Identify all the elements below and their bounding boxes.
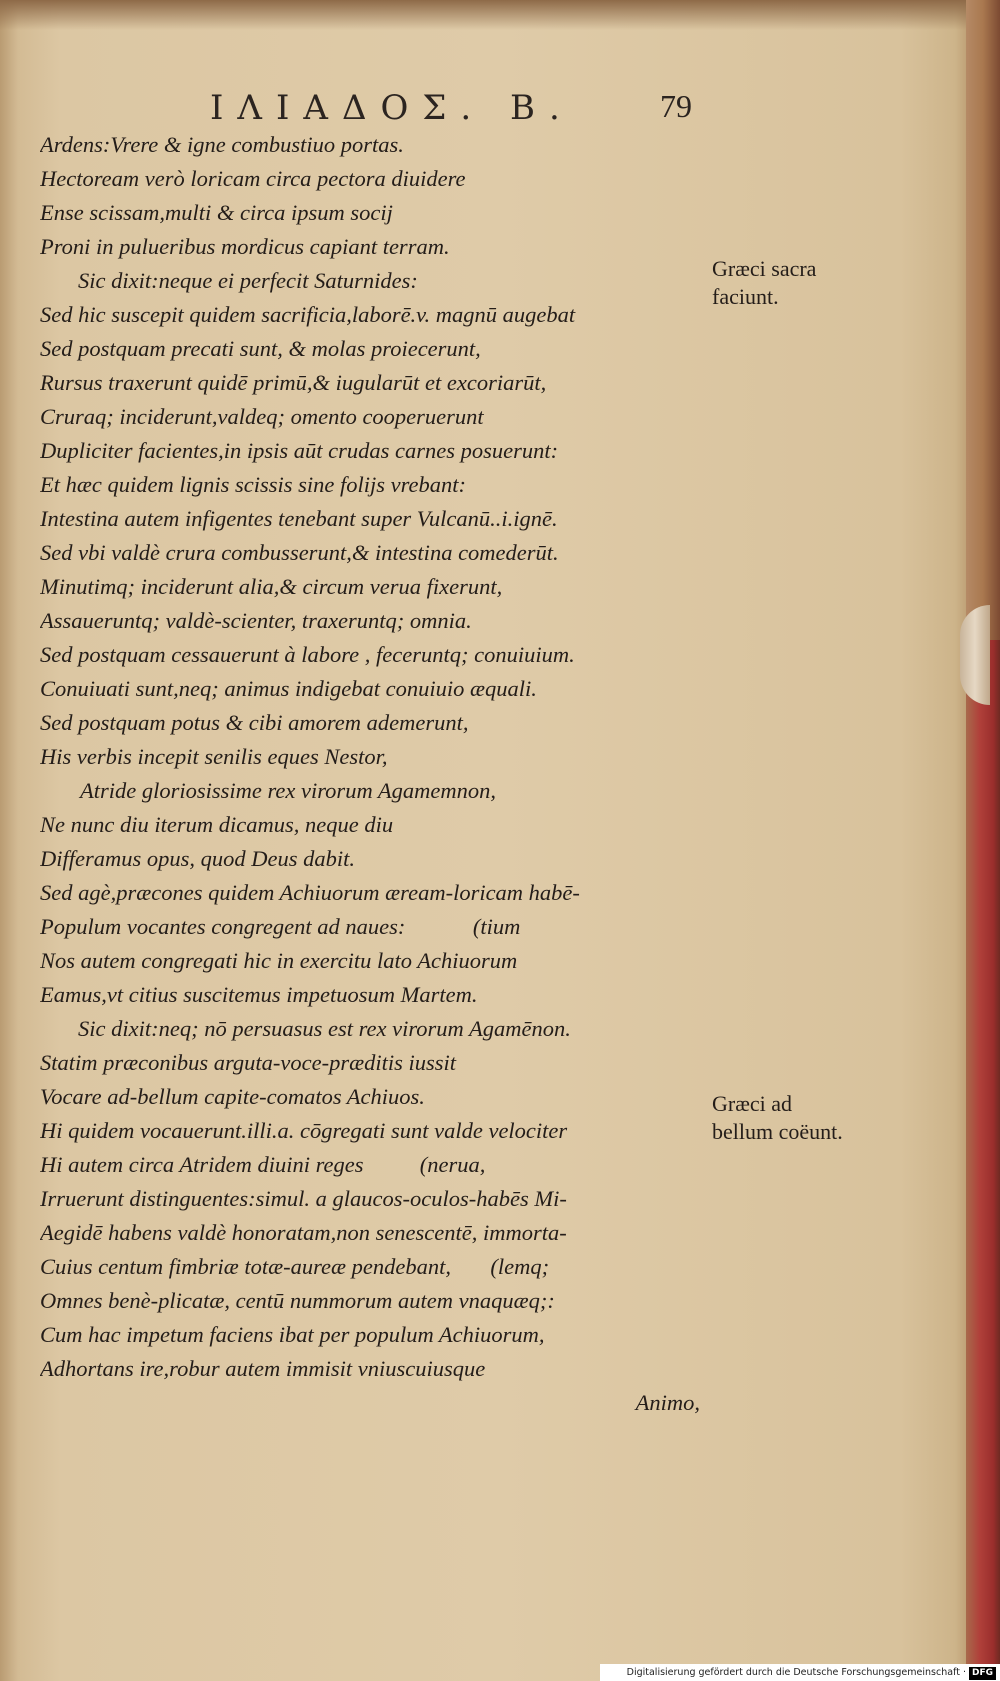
text-line: Minutimq; inciderunt alia,& circum verua fixerunt, [40, 574, 503, 599]
text-line: Ense scissam,multi & circa ipsum socij [40, 200, 393, 225]
text-line: Omnes benè-plicatæ, centū nummorum autem vnaquæq;: [40, 1288, 555, 1313]
text-line: Sed postquam cessauerunt à labore , feceruntq; conuiuium. [40, 642, 575, 667]
text-line: Differamus opus, quod Deus dabit. [40, 846, 355, 871]
text-line: Intestina autem infigentes tenebant super Vulcanū..i.ignē. [40, 506, 558, 531]
text-line: Vocare ad-bellum capite-comatos Achiuos. [40, 1084, 425, 1109]
text-line: Conuiuati sunt,neq; animus indigebat conuiuio æquali. [40, 676, 537, 701]
text-line: Statim præconibus arguta-voce-præditis iussit [40, 1050, 457, 1075]
text-line: Hi autem circa Atridem diuini reges (nerua, [40, 1152, 486, 1177]
margin-note: Græci sacra faciunt. [712, 256, 817, 309]
text-line: Adhortans ire,robur autem immisit vniuscuiusque [40, 1356, 486, 1381]
text-line: Sed agè,præcones quidem Achiuorum æream-loricam habē- [40, 880, 580, 905]
text-line: Rursus traxerunt quidē primū,& iugularūt et excoriarūt, [40, 370, 547, 395]
text-line: Proni in pulueribus mordicus capiant terram. [40, 234, 450, 259]
text-line: Sed postquam precati sunt, & molas proiecerunt, [40, 336, 481, 361]
text-line: Populum vocantes congregent ad naues: (tium [40, 914, 521, 939]
text-line: Sed postquam potus & cibi amorem ademerunt, [40, 710, 469, 735]
text-line: Cum hac impetum faciens ibat per populum Achiuorum, [40, 1322, 545, 1347]
text-line: Eamus,vt citius suscitemus impetuosum Martem. [40, 982, 478, 1007]
text-line: Cruraq; inciderunt,valdeq; omento cooperuerunt [40, 404, 484, 429]
text-line: Sic dixit:neque ei perfecit Saturnides: [78, 268, 418, 293]
text-line: Ne nunc diu iterum dicamus, neque diu [40, 812, 394, 837]
credit-text: Digitalisierung gefördert durch die Deutsche Forschungsgemeinschaft · [626, 1667, 966, 1678]
text-line: Assaueruntq; valdè-scienter, traxeruntq; omnia. [40, 608, 472, 633]
text-line: Cuius centum fimbriæ totæ-aureæ pendebant, (lemq; [40, 1254, 550, 1279]
text-line: Sed hic suscepit quidem sacrificia,laborē.v. magnū augebat [40, 302, 576, 327]
text-line: Sed vbi valdè crura combusserunt,& intestina comederūt. [40, 540, 559, 565]
page-edge-upper [966, 0, 1000, 640]
dfg-logo: DFG [969, 1667, 996, 1680]
text-line: Irruerunt distinguentes:simul. a glaucos-oculos-habēs Mi- [40, 1186, 567, 1211]
text-line: Et hæc quidem lignis scissis sine folijs vrebant: [40, 472, 467, 497]
catchword: Animo, [635, 1390, 700, 1415]
text-line: Hi quidem vocauerunt.illi.a. cōgregati sunt valde velociter [40, 1118, 568, 1143]
page-number: 79 [660, 88, 692, 124]
text-line: Hectoream verò loricam circa pectora diuidere [40, 166, 466, 191]
running-title: ΙΛΙΑΔΟΣ. Β. [210, 88, 574, 128]
margin-note: Græci ad bellum coëunt. [712, 1091, 843, 1144]
text-line: Ardens:Vrere & igne combustiuo portas. [40, 132, 404, 157]
book-clasp [960, 605, 990, 705]
text-line: Atride gloriosissime rex virorum Agamemnon, [80, 778, 497, 803]
digitization-credit [600, 1664, 1000, 1681]
text-line: Aegidē habens valdè honoratam,non senescentē, immorta- [40, 1220, 567, 1245]
text-line: Nos autem congregati hic in exercitu lato Achiuorum [40, 948, 518, 973]
text-line: Sic dixit:neq; nō persuasus est rex virorum Agamēnon. [78, 1016, 571, 1041]
text-line: His verbis incepit senilis eques Nestor, [40, 744, 388, 769]
text-block [40, 128, 700, 1420]
text-line: Dupliciter facientes,in ipsis aūt crudas carnes posuerunt: [40, 438, 559, 463]
